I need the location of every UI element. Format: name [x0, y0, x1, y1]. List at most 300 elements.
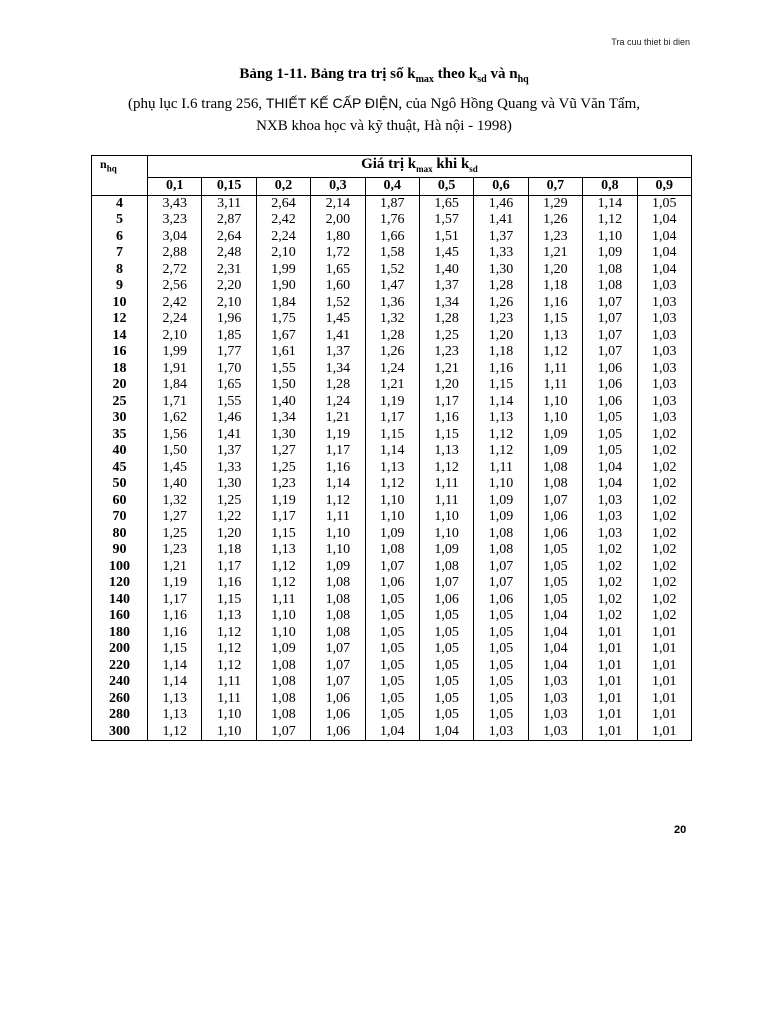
kmax-value-cell: 1,12	[365, 476, 419, 493]
ksd-column-header: 0,3	[311, 178, 365, 196]
kmax-value-cell: 1,84	[256, 295, 310, 312]
kmax-value-cell: 1,15	[528, 311, 582, 328]
kmax-value-cell: 1,04	[528, 608, 582, 625]
kmax-value-cell: 1,34	[256, 410, 310, 427]
ksd-column-header: 0,8	[583, 178, 637, 196]
kmax-value-cell: 1,19	[256, 493, 310, 510]
kmax-value-cell: 1,07	[583, 344, 637, 361]
kmax-value-cell: 3,11	[202, 195, 256, 212]
table-row	[92, 394, 692, 411]
kmax-value-cell: 1,15	[474, 377, 528, 394]
kmax-value-cell: 1,11	[311, 509, 365, 526]
kmax-value-cell: 1,03	[528, 674, 582, 691]
kmax-value-cell: 1,28	[419, 311, 473, 328]
kmax-value-cell: 1,08	[583, 278, 637, 295]
kmax-value-cell: 1,65	[311, 262, 365, 279]
nhq-cell: 260	[92, 691, 148, 708]
kmax-value-cell: 1,13	[256, 542, 310, 559]
kmax-value-cell: 1,08	[311, 575, 365, 592]
kmax-value-cell: 1,05	[419, 641, 473, 658]
kmax-value-cell: 1,57	[419, 212, 473, 229]
kmax-value-cell: 2,24	[256, 229, 310, 246]
kmax-value-cell: 1,03	[637, 295, 691, 312]
kmax-value-cell: 1,04	[637, 229, 691, 246]
kmax-value-cell: 1,07	[311, 658, 365, 675]
kmax-value-cell: 1,87	[365, 195, 419, 212]
kmax-value-cell: 1,46	[474, 195, 528, 212]
kmax-value-cell: 1,19	[148, 575, 202, 592]
nhq-cell: 8	[92, 262, 148, 279]
kmax-value-cell: 1,03	[528, 691, 582, 708]
kmax-value-cell: 1,99	[148, 344, 202, 361]
kmax-value-cell: 1,07	[474, 575, 528, 592]
ksd-header-row	[92, 178, 692, 196]
kmax-value-cell: 1,11	[419, 493, 473, 510]
kmax-value-cell: 1,11	[528, 377, 582, 394]
kmax-value-cell: 1,06	[311, 691, 365, 708]
kmax-value-cell: 1,14	[583, 195, 637, 212]
kmax-value-cell: 1,77	[202, 344, 256, 361]
nhq-cell: 240	[92, 674, 148, 691]
kmax-value-cell: 1,21	[311, 410, 365, 427]
kmax-value-cell: 1,10	[419, 526, 473, 543]
kmax-value-cell: 1,03	[528, 724, 582, 741]
kmax-value-cell: 1,01	[583, 691, 637, 708]
kmax-value-cell: 1,40	[256, 394, 310, 411]
kmax-value-cell: 1,96	[202, 311, 256, 328]
kmax-value-cell: 1,65	[202, 377, 256, 394]
kmax-value-cell: 1,13	[528, 328, 582, 345]
kmax-value-cell: 1,02	[637, 493, 691, 510]
kmax-value-cell: 2,64	[256, 195, 310, 212]
kmax-value-cell: 1,01	[637, 724, 691, 741]
kmax-value-cell: 1,33	[202, 460, 256, 477]
kmax-value-cell: 1,12	[256, 559, 310, 576]
kmax-value-cell: 1,13	[202, 608, 256, 625]
kmax-value-cell: 1,01	[583, 625, 637, 642]
table-row	[92, 674, 692, 691]
nhq-cell: 10	[92, 295, 148, 312]
kmax-value-cell: 1,22	[202, 509, 256, 526]
table-row	[92, 691, 692, 708]
kmax-value-cell: 2,10	[256, 245, 310, 262]
table-row	[92, 460, 692, 477]
kmax-value-cell: 2,14	[311, 195, 365, 212]
table-row	[92, 427, 692, 444]
kmax-value-cell: 1,15	[202, 592, 256, 609]
nhq-cell: 280	[92, 707, 148, 724]
kmax-value-cell: 1,10	[474, 476, 528, 493]
table-row	[92, 608, 692, 625]
kmax-value-cell: 1,12	[202, 658, 256, 675]
kmax-value-cell: 1,37	[474, 229, 528, 246]
kmax-value-cell: 1,08	[256, 707, 310, 724]
nhq-cell: 220	[92, 658, 148, 675]
ksd-column-header: 0,2	[256, 178, 310, 196]
table-row	[92, 443, 692, 460]
kmax-value-cell: 1,06	[528, 509, 582, 526]
title-sub-hq: hq	[517, 74, 529, 85]
running-header: Tra cuu thiet bi dien	[611, 37, 690, 47]
kmax-value-cell: 1,20	[528, 262, 582, 279]
kmax-value-cell: 1,58	[365, 245, 419, 262]
kmax-value-cell: 1,16	[148, 625, 202, 642]
kmax-value-cell: 1,11	[474, 460, 528, 477]
kmax-value-cell: 2,87	[202, 212, 256, 229]
title-middle: theo k	[433, 66, 478, 82]
kmax-value-cell: 1,15	[365, 427, 419, 444]
table-row	[92, 328, 692, 345]
table-row	[92, 509, 692, 526]
kmax-value-cell: 1,70	[202, 361, 256, 378]
kmax-value-cell: 1,01	[583, 707, 637, 724]
kmax-value-cell: 1,52	[365, 262, 419, 279]
ksd-column-header: 0,5	[419, 178, 473, 196]
kmax-value-cell: 1,02	[583, 575, 637, 592]
nhq-cell: 60	[92, 493, 148, 510]
nhq-cell: 70	[92, 509, 148, 526]
table-row	[92, 724, 692, 741]
kmax-value-cell: 1,02	[637, 526, 691, 543]
ksd-column-header: 0,4	[365, 178, 419, 196]
kmax-value-cell: 1,16	[419, 410, 473, 427]
kmax-value-cell: 1,10	[365, 509, 419, 526]
kmax-value-cell: 1,30	[202, 476, 256, 493]
kmax-value-cell: 1,20	[474, 328, 528, 345]
kmax-value-cell: 1,23	[256, 476, 310, 493]
kmax-value-cell: 1,41	[474, 212, 528, 229]
kmax-value-cell: 1,18	[528, 278, 582, 295]
kmax-value-cell: 1,50	[256, 377, 310, 394]
kmax-value-cell: 1,10	[256, 608, 310, 625]
kmax-value-cell: 1,02	[637, 559, 691, 576]
nhq-cell: 80	[92, 526, 148, 543]
table-row	[92, 542, 692, 559]
nhq-cell: 40	[92, 443, 148, 460]
kmax-value-cell: 1,02	[637, 476, 691, 493]
table-row	[92, 526, 692, 543]
kmax-value-cell: 1,21	[365, 377, 419, 394]
kmax-value-cell: 1,29	[528, 195, 582, 212]
kmax-value-cell: 1,30	[474, 262, 528, 279]
source-line-1	[0, 92, 768, 115]
table-title	[0, 66, 768, 85]
kmax-value-cell: 1,03	[637, 377, 691, 394]
kmax-value-cell: 1,03	[637, 344, 691, 361]
ksd-column-header: 0,6	[474, 178, 528, 196]
kmax-value-cell: 1,05	[419, 608, 473, 625]
kmax-value-cell: 1,34	[311, 361, 365, 378]
kmax-value-cell: 1,09	[256, 641, 310, 658]
kmax-value-cell: 1,46	[202, 410, 256, 427]
kmax-value-cell: 1,05	[365, 674, 419, 691]
kmax-value-cell: 1,09	[474, 493, 528, 510]
ksd-column-header: 0,9	[637, 178, 691, 196]
kmax-value-cell: 1,05	[474, 608, 528, 625]
nhq-cell: 7	[92, 245, 148, 262]
kmax-value-cell: 1,21	[419, 361, 473, 378]
kmax-value-cell: 1,05	[583, 410, 637, 427]
nhq-cell: 25	[92, 394, 148, 411]
kmax-value-cell: 1,91	[148, 361, 202, 378]
kmax-value-cell: 1,17	[202, 559, 256, 576]
kmax-value-cell: 1,06	[311, 707, 365, 724]
kmax-value-cell: 1,65	[419, 195, 473, 212]
kmax-value-cell: 1,03	[637, 361, 691, 378]
kmax-value-cell: 1,07	[528, 493, 582, 510]
ksd-column-header: 0,1	[148, 178, 202, 196]
kmax-value-cell: 1,01	[583, 658, 637, 675]
source-part-2: , của Ngô Hồng Quang và Vũ Văn Tẩm,	[398, 96, 641, 112]
kmax-value-cell: 1,15	[419, 427, 473, 444]
kmax-value-cell: 2,10	[202, 295, 256, 312]
kmax-value-cell: 1,90	[256, 278, 310, 295]
kmax-value-cell: 1,01	[637, 658, 691, 675]
kmax-value-cell: 1,71	[148, 394, 202, 411]
kmax-value-cell: 3,23	[148, 212, 202, 229]
kmax-value-cell: 1,75	[256, 311, 310, 328]
kmax-value-cell: 1,40	[148, 476, 202, 493]
kmax-value-cell: 1,01	[583, 724, 637, 741]
kmax-value-cell: 1,05	[365, 592, 419, 609]
kmax-value-cell: 1,01	[637, 625, 691, 642]
table-row	[92, 344, 692, 361]
kmax-value-cell: 3,43	[148, 195, 202, 212]
kmax-value-cell: 2,42	[256, 212, 310, 229]
kmax-value-cell: 1,41	[202, 427, 256, 444]
kmax-value-cell: 1,01	[637, 691, 691, 708]
kmax-value-cell: 2,88	[148, 245, 202, 262]
source-part-1: (phụ lục I.6 trang 256,	[127, 96, 266, 112]
source-book-title: THIẾT KẾ CẤP ĐIỆN	[265, 95, 399, 111]
table-row	[92, 410, 692, 427]
kmax-value-cell: 1,03	[637, 410, 691, 427]
kmax-value-cell: 1,37	[419, 278, 473, 295]
kmax-value-cell: 1,11	[202, 691, 256, 708]
kmax-value-cell: 1,05	[365, 641, 419, 658]
nhq-cell: 12	[92, 311, 148, 328]
kmax-value-cell: 1,21	[148, 559, 202, 576]
kmax-value-cell: 1,05	[528, 592, 582, 609]
kmax-value-cell: 1,08	[311, 625, 365, 642]
nhq-cell: 35	[92, 427, 148, 444]
kmax-value-cell: 1,23	[528, 229, 582, 246]
kmax-value-cell: 1,07	[256, 724, 310, 741]
table-row	[92, 229, 692, 246]
kmax-value-cell: 1,26	[528, 212, 582, 229]
kmax-value-cell: 1,05	[365, 707, 419, 724]
kmax-value-cell: 1,05	[474, 674, 528, 691]
kmax-value-cell: 1,14	[148, 658, 202, 675]
kmax-value-cell: 1,10	[528, 394, 582, 411]
kmax-value-cell: 1,05	[365, 608, 419, 625]
kmax-value-cell: 2,56	[148, 278, 202, 295]
kmax-value-cell: 1,15	[256, 526, 310, 543]
kmax-value-cell: 1,51	[419, 229, 473, 246]
kmax-value-cell: 1,24	[311, 394, 365, 411]
kmax-value-cell: 2,24	[148, 311, 202, 328]
kmax-value-cell: 1,13	[474, 410, 528, 427]
nhq-cell: 50	[92, 476, 148, 493]
kmax-value-cell: 1,84	[148, 377, 202, 394]
kmax-value-cell: 1,17	[419, 394, 473, 411]
kmax-value-cell: 1,27	[256, 443, 310, 460]
kmax-value-cell: 1,55	[202, 394, 256, 411]
kmax-value-cell: 1,10	[365, 493, 419, 510]
kmax-value-cell: 1,08	[528, 460, 582, 477]
kmax-value-cell: 2,00	[311, 212, 365, 229]
table-group-header-row	[92, 156, 692, 178]
nhq-column-header: $n_{hq}$	[92, 156, 148, 196]
kmax-value-cell: 1,01	[637, 674, 691, 691]
table-row	[92, 311, 692, 328]
kmax-value-cell: 1,20	[419, 377, 473, 394]
kmax-value-cell: 1,55	[256, 361, 310, 378]
kmax-value-cell: 1,16	[528, 295, 582, 312]
kmax-value-cell: 1,05	[528, 575, 582, 592]
kmax-value-cell: 1,40	[419, 262, 473, 279]
kmax-value-cell: 1,62	[148, 410, 202, 427]
kmax-value-cell: 1,06	[583, 394, 637, 411]
nhq-cell: 180	[92, 625, 148, 642]
kmax-value-cell: 1,12	[148, 724, 202, 741]
kmax-value-cell: 1,32	[148, 493, 202, 510]
kmax-value-cell: 1,13	[365, 460, 419, 477]
kmax-value-cell: 1,09	[528, 443, 582, 460]
kmax-value-cell: 1,66	[365, 229, 419, 246]
kmax-value-cell: 1,02	[637, 592, 691, 609]
kmax-value-cell: 1,12	[583, 212, 637, 229]
nhq-cell: 300	[92, 724, 148, 741]
kmax-value-cell: 1,06	[311, 724, 365, 741]
kmax-value-cell: 1,02	[637, 608, 691, 625]
table-row	[92, 575, 692, 592]
kmax-value-cell: 1,03	[637, 394, 691, 411]
kmax-value-cell: 1,12	[474, 443, 528, 460]
kmax-value-cell: 1,07	[365, 559, 419, 576]
kmax-value-cell: 1,05	[474, 625, 528, 642]
kmax-value-cell: 1,67	[256, 328, 310, 345]
kmax-value-cell: 2,31	[202, 262, 256, 279]
kmax-value-cell: 1,17	[256, 509, 310, 526]
kmax-value-cell: 1,08	[419, 559, 473, 576]
kmax-value-cell: 1,10	[419, 509, 473, 526]
table-row	[92, 361, 692, 378]
kmax-value-cell: 1,07	[474, 559, 528, 576]
kmax-value-cell: 1,72	[311, 245, 365, 262]
kmax-value-cell: 1,01	[583, 641, 637, 658]
kmax-value-cell: 1,04	[365, 724, 419, 741]
kmax-value-cell: 2,20	[202, 278, 256, 295]
page-number: 20	[674, 824, 687, 836]
kmax-value-cell: 1,10	[311, 526, 365, 543]
kmax-value-cell: 1,03	[528, 707, 582, 724]
kmax-value-cell: 1,52	[311, 295, 365, 312]
nhq-cell: 5	[92, 212, 148, 229]
kmax-value-cell: 1,04	[583, 460, 637, 477]
kmax-value-cell: 1,03	[583, 526, 637, 543]
kmax-value-cell: 1,09	[528, 427, 582, 444]
table-row	[92, 707, 692, 724]
kmax-value-cell: 1,05	[419, 674, 473, 691]
kmax-value-cell: 1,02	[637, 542, 691, 559]
kmax-value-cell: 1,19	[365, 394, 419, 411]
kmax-value-cell: 1,01	[637, 641, 691, 658]
kmax-value-cell: 1,02	[583, 608, 637, 625]
kmax-value-cell: 1,25	[419, 328, 473, 345]
kmax-value-cell: 1,45	[311, 311, 365, 328]
title-mid2: và n	[486, 66, 518, 82]
nhq-cell: 14	[92, 328, 148, 345]
kmax-value-cell: 1,09	[583, 245, 637, 262]
table-row	[92, 212, 692, 229]
kmax-value-cell: 1,09	[419, 542, 473, 559]
kmax-value-cell: 1,05	[474, 691, 528, 708]
kmax-value-cell: 1,09	[311, 559, 365, 576]
kmax-value-cell: 1,04	[637, 245, 691, 262]
kmax-value-cell: 1,01	[583, 674, 637, 691]
kmax-value-cell: 2,10	[148, 328, 202, 345]
kmax-value-cell: 1,08	[528, 476, 582, 493]
kmax-value-cell: 1,07	[311, 641, 365, 658]
kmax-value-cell: 1,18	[474, 344, 528, 361]
kmax-value-cell: 1,05	[637, 195, 691, 212]
kmax-value-cell: 1,45	[419, 245, 473, 262]
kmax-value-cell: 1,10	[202, 707, 256, 724]
title-sub-max: max	[415, 74, 434, 85]
kmax-value-cell: 1,14	[365, 443, 419, 460]
nhq-cell: 200	[92, 641, 148, 658]
kmax-value-cell: 1,25	[256, 460, 310, 477]
kmax-value-cell: 1,08	[256, 658, 310, 675]
nhq-cell: 140	[92, 592, 148, 609]
kmax-value-cell: 1,15	[148, 641, 202, 658]
kmax-value-cell: 1,07	[583, 295, 637, 312]
kmax-value-cell: 1,26	[474, 295, 528, 312]
kmax-value-cell: 1,12	[311, 493, 365, 510]
nhq-cell: 6	[92, 229, 148, 246]
kmax-value-cell: 1,08	[256, 691, 310, 708]
table-body	[92, 195, 692, 741]
title-prefix: Bảng 1-11. Bảng tra trị số k	[239, 66, 416, 82]
table-row	[92, 658, 692, 675]
table-row	[92, 295, 692, 312]
nhq-cell: 9	[92, 278, 148, 295]
kmax-value-cell: 1,05	[583, 427, 637, 444]
kmax-value-cell: 1,05	[419, 707, 473, 724]
table-row	[92, 195, 692, 212]
kmax-value-cell: 1,10	[256, 625, 310, 642]
kmax-value-cell: 1,10	[528, 410, 582, 427]
kmax-value-cell: 1,06	[419, 592, 473, 609]
kmax-value-cell: 1,04	[637, 262, 691, 279]
kmax-value-cell: 1,19	[311, 427, 365, 444]
kmax-value-cell: 1,28	[474, 278, 528, 295]
kmax-value-cell: 2,42	[148, 295, 202, 312]
kmax-value-cell: 1,04	[528, 641, 582, 658]
table-row	[92, 493, 692, 510]
kmax-value-cell: 1,07	[583, 311, 637, 328]
kmax-value-cell: 1,13	[419, 443, 473, 460]
kmax-value-cell: 1,08	[311, 592, 365, 609]
kmax-value-cell: 1,02	[637, 427, 691, 444]
kmax-value-cell: 1,33	[474, 245, 528, 262]
kmax-value-cell: 1,76	[365, 212, 419, 229]
kmax-value-cell: 1,07	[419, 575, 473, 592]
kmax-value-cell: 1,17	[365, 410, 419, 427]
kmax-value-cell: 1,01	[637, 707, 691, 724]
kmax-value-cell: 1,11	[202, 674, 256, 691]
